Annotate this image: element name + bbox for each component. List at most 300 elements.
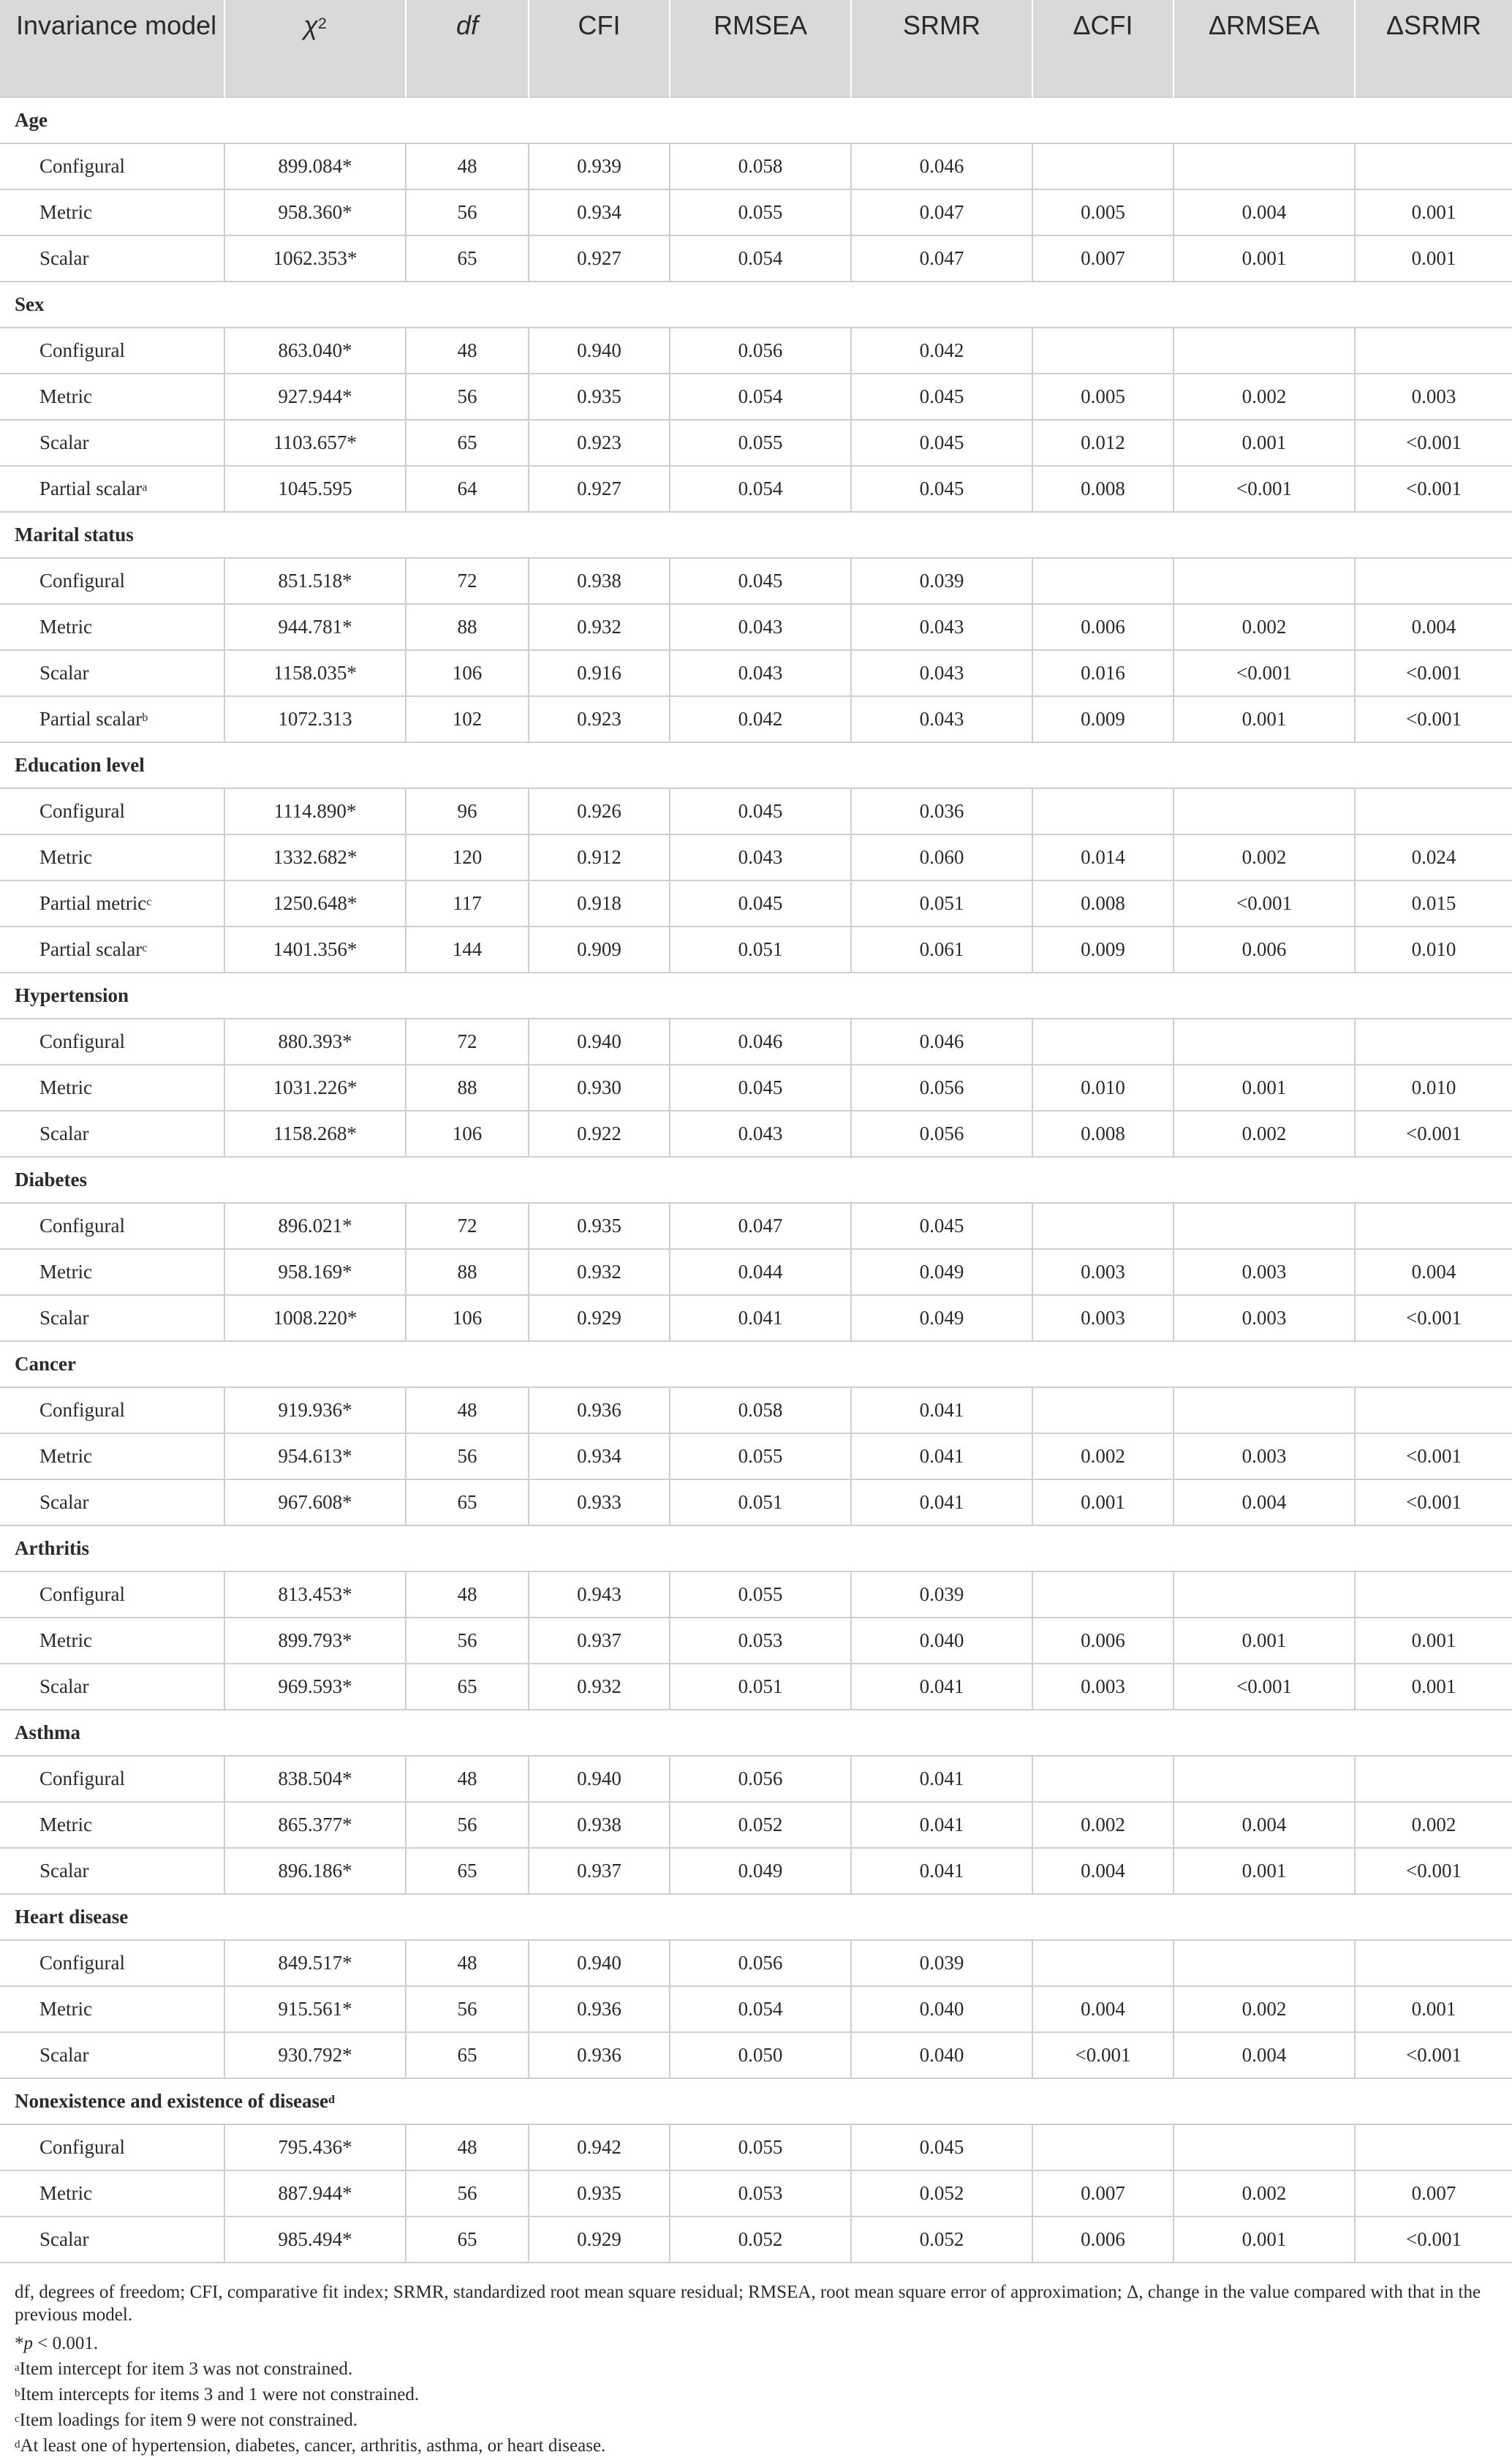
cell-chi-square: 985.494* [224, 2216, 406, 2263]
group-heading [0, 742, 1512, 788]
cell-delta-srmr: 0.003 [1355, 374, 1512, 420]
cell-rmsea: 0.045 [670, 788, 851, 834]
cell-rmsea: 0.054 [670, 466, 851, 512]
cell-model [0, 558, 224, 604]
cell-model [0, 1065, 224, 1111]
cell-cfi: 0.916 [529, 650, 670, 696]
cell-cfi: 0.934 [529, 1433, 670, 1479]
group-name: Asthma [15, 1721, 81, 1743]
cell-chi-square: 1332.682* [224, 834, 406, 880]
cell-rmsea: 0.043 [670, 834, 851, 880]
header-chi-symbol: χ [303, 10, 318, 40]
cell-model [0, 420, 224, 466]
cell-rmsea: 0.050 [670, 2032, 851, 2078]
cell-model [0, 143, 224, 189]
cell-model [0, 2032, 224, 2078]
cell-srmr: 0.046 [851, 143, 1032, 189]
cell-delta-srmr [1355, 1387, 1512, 1433]
header-rmsea: RMSEA [670, 0, 851, 97]
cell-delta-cfi: 0.008 [1032, 1111, 1173, 1157]
footnote-text: Item loadings for item 9 were not constrained. [19, 2410, 358, 2430]
model-name: Metric [39, 1261, 92, 1283]
cell-df: 48 [406, 1940, 529, 1986]
cell-delta-srmr: <0.001 [1355, 696, 1512, 742]
table-row [0, 2032, 1512, 2078]
model-name: Scalar [39, 1123, 89, 1144]
cell-model [0, 1295, 224, 1341]
cell-srmr: 0.036 [851, 788, 1032, 834]
cell-chi-square: 927.944* [224, 374, 406, 420]
table-row [0, 1295, 1512, 1341]
cell-delta-cfi: 0.004 [1032, 1986, 1173, 2032]
cell-delta-cfi [1032, 1756, 1173, 1802]
cell-rmsea: 0.056 [670, 1756, 851, 1802]
cell-df: 65 [406, 2216, 529, 2263]
cell-srmr: 0.041 [851, 1387, 1032, 1433]
cell-srmr: 0.043 [851, 696, 1032, 742]
cell-delta-srmr [1355, 1019, 1512, 1065]
cell-srmr: 0.042 [851, 328, 1032, 374]
cell-cfi: 0.940 [529, 1940, 670, 1986]
cell-model [0, 834, 224, 880]
cell-srmr: 0.052 [851, 2170, 1032, 2216]
table-row [0, 328, 1512, 374]
cell-rmsea: 0.042 [670, 696, 851, 742]
group-heading [0, 1710, 1512, 1756]
cell-df: 48 [406, 1387, 529, 1433]
cell-delta-cfi: 0.006 [1032, 2216, 1173, 2263]
cell-delta-cfi [1032, 1203, 1173, 1249]
cell-df: 65 [406, 1664, 529, 1710]
model-name: Scalar [39, 431, 89, 453]
group-heading [0, 1525, 1512, 1572]
cell-delta-srmr [1355, 1756, 1512, 1802]
cell-delta-cfi: 0.010 [1032, 1065, 1173, 1111]
model-name: Metric [39, 385, 92, 407]
cell-delta-cfi: 0.003 [1032, 1249, 1173, 1295]
table-row [0, 558, 1512, 604]
cell-chi-square: 915.561* [224, 1986, 406, 2032]
cell-chi-square: 795.436* [224, 2124, 406, 2170]
cell-delta-cfi: 0.014 [1032, 834, 1173, 880]
cell-delta-srmr: <0.001 [1355, 1111, 1512, 1157]
header-chi-square [224, 0, 406, 97]
cell-srmr: 0.045 [851, 1203, 1032, 1249]
table-row [0, 1111, 1512, 1157]
model-name: Partial scalar [39, 938, 143, 960]
cell-model [0, 927, 224, 973]
cell-cfi: 0.927 [529, 466, 670, 512]
cell-model [0, 1479, 224, 1525]
cell-df: 56 [406, 1433, 529, 1479]
cell-delta-cfi: <0.001 [1032, 2032, 1173, 2078]
group-row [0, 2078, 1512, 2124]
cell-delta-cfi [1032, 143, 1173, 189]
cell-delta-srmr: 0.024 [1355, 834, 1512, 880]
cell-chi-square: 1250.648* [224, 880, 406, 927]
cell-cfi: 0.923 [529, 420, 670, 466]
model-name: Configural [39, 570, 125, 592]
cell-srmr: 0.043 [851, 604, 1032, 650]
model-name: Metric [39, 616, 92, 638]
table-row [0, 927, 1512, 973]
cell-delta-rmsea: 0.002 [1173, 374, 1355, 420]
cell-chi-square: 967.608* [224, 1479, 406, 1525]
group-name: Diabetes [15, 1169, 87, 1191]
group-name: Education level [15, 754, 145, 776]
cell-rmsea: 0.043 [670, 650, 851, 696]
model-name: Scalar [39, 247, 89, 269]
group-heading [0, 282, 1512, 328]
cell-df: 56 [406, 2170, 529, 2216]
cell-delta-rmsea [1173, 143, 1355, 189]
cell-delta-cfi: 0.001 [1032, 1479, 1173, 1525]
cell-delta-srmr: 0.004 [1355, 604, 1512, 650]
cell-cfi: 0.939 [529, 143, 670, 189]
cell-delta-rmsea: 0.001 [1173, 235, 1355, 282]
cell-rmsea: 0.051 [670, 927, 851, 973]
group-heading [0, 1341, 1512, 1387]
group-row [0, 1525, 1512, 1572]
cell-rmsea: 0.055 [670, 2124, 851, 2170]
cell-rmsea: 0.043 [670, 604, 851, 650]
cell-model [0, 2170, 224, 2216]
cell-delta-rmsea: 0.001 [1173, 1065, 1355, 1111]
cell-rmsea: 0.041 [670, 1295, 851, 1341]
cell-df: 106 [406, 650, 529, 696]
cell-cfi: 0.938 [529, 1802, 670, 1848]
cell-df: 48 [406, 143, 529, 189]
cell-delta-srmr: 0.001 [1355, 1986, 1512, 2032]
cell-chi-square: 849.517* [224, 1940, 406, 1986]
cell-srmr: 0.039 [851, 558, 1032, 604]
cell-delta-rmsea: 0.001 [1173, 420, 1355, 466]
header-delta-cfi: ΔCFI [1032, 0, 1173, 97]
note-significance-prefix: * [15, 2333, 24, 2353]
cell-delta-srmr: 0.010 [1355, 927, 1512, 973]
cell-cfi: 0.934 [529, 189, 670, 235]
note-significance [15, 2332, 1497, 2355]
cell-df: 48 [406, 1572, 529, 1618]
cell-chi-square: 1103.657* [224, 420, 406, 466]
cell-delta-rmsea [1173, 788, 1355, 834]
cell-delta-rmsea [1173, 2124, 1355, 2170]
model-name: Partial scalar [39, 708, 143, 730]
cell-model [0, 1387, 224, 1433]
cell-delta-rmsea: <0.001 [1173, 650, 1355, 696]
cell-df: 65 [406, 235, 529, 282]
cell-delta-srmr: <0.001 [1355, 466, 1512, 512]
cell-chi-square: 944.781* [224, 604, 406, 650]
cell-delta-rmsea: 0.004 [1173, 2032, 1355, 2078]
table-row [0, 189, 1512, 235]
cell-srmr: 0.043 [851, 650, 1032, 696]
cell-cfi: 0.937 [529, 1618, 670, 1664]
cell-srmr: 0.056 [851, 1065, 1032, 1111]
cell-rmsea: 0.049 [670, 1848, 851, 1894]
cell-df: 117 [406, 880, 529, 927]
cell-srmr: 0.049 [851, 1295, 1032, 1341]
cell-delta-rmsea: 0.003 [1173, 1249, 1355, 1295]
model-name: Metric [39, 2182, 92, 2204]
cell-delta-cfi: 0.003 [1032, 1664, 1173, 1710]
cell-delta-srmr: 0.015 [1355, 880, 1512, 927]
cell-delta-srmr [1355, 2124, 1512, 2170]
cell-delta-cfi: 0.004 [1032, 1848, 1173, 1894]
cell-chi-square: 851.518* [224, 558, 406, 604]
cell-model [0, 2124, 224, 2170]
cell-delta-rmsea: 0.002 [1173, 604, 1355, 650]
cell-chi-square: 899.084* [224, 143, 406, 189]
cell-chi-square: 865.377* [224, 1802, 406, 1848]
cell-delta-srmr [1355, 788, 1512, 834]
cell-chi-square: 1114.890* [224, 788, 406, 834]
cell-df: 48 [406, 2124, 529, 2170]
group-row [0, 1341, 1512, 1387]
table-row [0, 650, 1512, 696]
cell-srmr: 0.060 [851, 834, 1032, 880]
cell-rmsea: 0.054 [670, 235, 851, 282]
table-row [0, 2216, 1512, 2263]
cell-rmsea: 0.058 [670, 143, 851, 189]
cell-rmsea: 0.045 [670, 880, 851, 927]
cell-cfi: 0.936 [529, 2032, 670, 2078]
cell-srmr: 0.051 [851, 880, 1032, 927]
group-heading [0, 2078, 1512, 2124]
table-row [0, 1433, 1512, 1479]
group-heading [0, 512, 1512, 558]
cell-delta-rmsea: 0.004 [1173, 189, 1355, 235]
cell-chi-square: 863.040* [224, 328, 406, 374]
cell-delta-rmsea [1173, 1019, 1355, 1065]
model-name: Metric [39, 1445, 92, 1467]
model-name: Metric [39, 1998, 92, 2020]
cell-delta-rmsea: 0.002 [1173, 834, 1355, 880]
cell-df: 88 [406, 604, 529, 650]
group-name: Cancer [15, 1353, 76, 1375]
model-name: Scalar [39, 1675, 89, 1697]
table-notes [0, 2263, 1512, 2457]
model-footnote-mark: c [142, 941, 148, 955]
cell-delta-cfi [1032, 1572, 1173, 1618]
model-name: Configural [39, 1952, 125, 1974]
cell-rmsea: 0.056 [670, 328, 851, 374]
table-row [0, 1572, 1512, 1618]
cell-df: 56 [406, 1618, 529, 1664]
cell-model [0, 2216, 224, 2263]
cell-df: 56 [406, 189, 529, 235]
cell-delta-rmsea: <0.001 [1173, 466, 1355, 512]
model-name: Configural [39, 155, 125, 177]
group-name: Arthritis [15, 1537, 89, 1559]
cell-delta-rmsea: 0.003 [1173, 1295, 1355, 1341]
cell-cfi: 0.936 [529, 1387, 670, 1433]
cell-delta-srmr: <0.001 [1355, 1433, 1512, 1479]
cell-model [0, 1019, 224, 1065]
cell-df: 65 [406, 1479, 529, 1525]
table-row [0, 466, 1512, 512]
cell-cfi: 0.935 [529, 2170, 670, 2216]
cell-delta-rmsea: 0.004 [1173, 1802, 1355, 1848]
cell-df: 65 [406, 2032, 529, 2078]
table-row [0, 1019, 1512, 1065]
cell-srmr: 0.041 [851, 1433, 1032, 1479]
cell-delta-srmr [1355, 1940, 1512, 1986]
cell-srmr: 0.046 [851, 1019, 1032, 1065]
model-footnote-mark: a [142, 480, 148, 494]
cell-chi-square: 896.186* [224, 1848, 406, 1894]
footnote-a [15, 2358, 1497, 2380]
cell-chi-square: 1158.035* [224, 650, 406, 696]
model-name: Configural [39, 800, 125, 822]
cell-model [0, 1203, 224, 1249]
cell-chi-square: 1158.268* [224, 1111, 406, 1157]
cell-delta-srmr: 0.001 [1355, 235, 1512, 282]
cell-delta-srmr: 0.004 [1355, 1249, 1512, 1295]
cell-df: 56 [406, 1802, 529, 1848]
cell-delta-srmr: <0.001 [1355, 1848, 1512, 1894]
cell-model [0, 1433, 224, 1479]
cell-rmsea: 0.052 [670, 1802, 851, 1848]
cell-delta-srmr [1355, 1572, 1512, 1618]
group-row [0, 97, 1512, 143]
cell-df: 106 [406, 1111, 529, 1157]
cell-delta-srmr [1355, 328, 1512, 374]
footnote-mark: c [15, 2412, 20, 2425]
cell-rmsea: 0.053 [670, 2170, 851, 2216]
cell-cfi: 0.937 [529, 1848, 670, 1894]
table-row [0, 1618, 1512, 1664]
cell-delta-srmr: <0.001 [1355, 2032, 1512, 2078]
cell-cfi: 0.932 [529, 1249, 670, 1295]
cell-rmsea: 0.055 [670, 420, 851, 466]
cell-delta-rmsea [1173, 1387, 1355, 1433]
cell-chi-square: 930.792* [224, 2032, 406, 2078]
cell-chi-square: 1401.356* [224, 927, 406, 973]
cell-model [0, 1572, 224, 1618]
model-name: Scalar [39, 662, 89, 684]
cell-delta-cfi: 0.003 [1032, 1295, 1173, 1341]
model-name: Scalar [39, 1491, 89, 1513]
cell-delta-cfi: 0.012 [1032, 420, 1173, 466]
group-name: Nonexistence and existence of disease [15, 2090, 328, 2112]
table-row [0, 374, 1512, 420]
cell-delta-rmsea [1173, 1572, 1355, 1618]
cell-df: 56 [406, 374, 529, 420]
cell-delta-cfi: 0.009 [1032, 927, 1173, 973]
cell-cfi: 0.932 [529, 604, 670, 650]
group-row [0, 973, 1512, 1019]
cell-model [0, 189, 224, 235]
cell-srmr: 0.041 [851, 1756, 1032, 1802]
cell-delta-cfi: 0.008 [1032, 880, 1173, 927]
cell-df: 72 [406, 1203, 529, 1249]
table-row [0, 2124, 1512, 2170]
group-name: Sex [15, 293, 45, 315]
cell-cfi: 0.929 [529, 1295, 670, 1341]
model-name: Scalar [39, 1307, 89, 1329]
cell-cfi: 0.930 [529, 1065, 670, 1111]
model-name: Configural [39, 1215, 125, 1237]
cell-chi-square: 880.393* [224, 1019, 406, 1065]
cell-rmsea: 0.055 [670, 1572, 851, 1618]
footnote-mark: a [15, 2361, 20, 2374]
cell-srmr: 0.040 [851, 2032, 1032, 2078]
cell-delta-rmsea: <0.001 [1173, 1664, 1355, 1710]
cell-srmr: 0.041 [851, 1848, 1032, 1894]
header-chi-superscript: 2 [317, 14, 327, 33]
table-row [0, 143, 1512, 189]
cell-df: 144 [406, 927, 529, 973]
cell-srmr: 0.061 [851, 927, 1032, 973]
cell-df: 48 [406, 1756, 529, 1802]
cell-srmr: 0.052 [851, 2216, 1032, 2263]
cell-chi-square: 1062.353* [224, 235, 406, 282]
cell-srmr: 0.045 [851, 374, 1032, 420]
cell-delta-cfi: 0.006 [1032, 604, 1173, 650]
cell-srmr: 0.047 [851, 189, 1032, 235]
cell-model [0, 1664, 224, 1710]
cell-chi-square: 1008.220* [224, 1295, 406, 1341]
footnote-text: At least one of hypertension, diabetes, cancer, arthritis, asthma, or heart disease. [20, 2436, 606, 2456]
cell-chi-square: 813.453* [224, 1572, 406, 1618]
cell-df: 120 [406, 834, 529, 880]
cell-delta-rmsea: <0.001 [1173, 880, 1355, 927]
table-body [0, 97, 1512, 2263]
cell-rmsea: 0.046 [670, 1019, 851, 1065]
cell-cfi: 0.918 [529, 880, 670, 927]
note-significance-text: < 0.001. [33, 2333, 99, 2353]
cell-delta-rmsea: 0.001 [1173, 1618, 1355, 1664]
group-name: Heart disease [15, 1906, 129, 1928]
cell-df: 102 [406, 696, 529, 742]
cell-srmr: 0.039 [851, 1572, 1032, 1618]
cell-rmsea: 0.051 [670, 1479, 851, 1525]
cell-delta-cfi: 0.016 [1032, 650, 1173, 696]
cell-cfi: 0.940 [529, 1019, 670, 1065]
group-heading [0, 1894, 1512, 1940]
cell-delta-cfi: 0.007 [1032, 2170, 1173, 2216]
cell-model [0, 1249, 224, 1295]
table-row [0, 1664, 1512, 1710]
header-cfi: CFI [529, 0, 670, 97]
header-invariance-model: Invariance model [0, 0, 224, 97]
group-row [0, 1157, 1512, 1203]
cell-chi-square: 919.936* [224, 1387, 406, 1433]
cell-model [0, 374, 224, 420]
model-name: Metric [39, 846, 92, 868]
group-name-footnote-mark: d [328, 2093, 335, 2107]
model-name: Configural [39, 1583, 125, 1605]
cell-delta-rmsea: 0.001 [1173, 2216, 1355, 2263]
table-row [0, 1249, 1512, 1295]
model-name: Partial metric [39, 892, 147, 914]
group-heading [0, 97, 1512, 143]
cell-model [0, 788, 224, 834]
cell-model [0, 328, 224, 374]
header-delta-srmr: ΔSRMR [1355, 0, 1512, 97]
table-row [0, 235, 1512, 282]
table-row [0, 788, 1512, 834]
group-name: Hypertension [15, 984, 129, 1006]
cell-delta-rmsea [1173, 1940, 1355, 1986]
cell-delta-rmsea: 0.002 [1173, 2170, 1355, 2216]
table-row [0, 420, 1512, 466]
cell-rmsea: 0.051 [670, 1664, 851, 1710]
cell-delta-srmr: <0.001 [1355, 1479, 1512, 1525]
cell-rmsea: 0.054 [670, 1986, 851, 2032]
table-row [0, 880, 1512, 927]
